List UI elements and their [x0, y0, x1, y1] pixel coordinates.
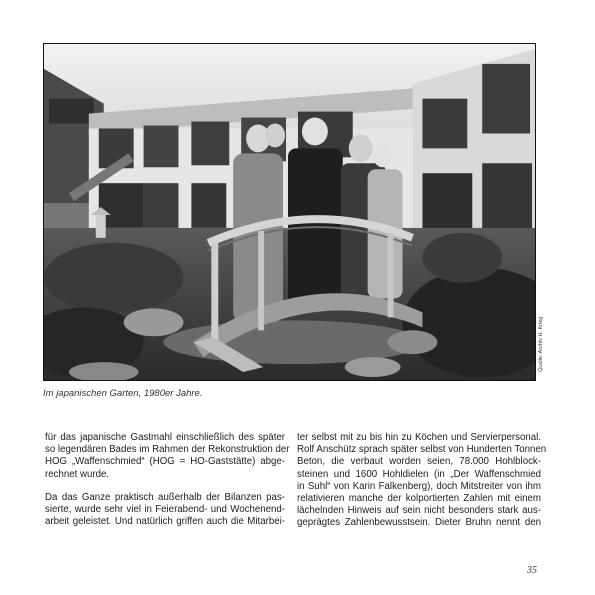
text-line: Rolf Anschütz sprach später selbst von Hunderten Tonnen	[297, 444, 547, 456]
right-column	[297, 432, 547, 530]
text-line: so legendären Bades im Rahmen der Rekonstruktion der	[45, 444, 290, 456]
text-line: ter selbst mit zu bis hin zu Köchen und Servierpersonal.	[297, 432, 541, 443]
text-line: rechnet wurde.	[45, 468, 110, 480]
text-line: geprägtes Zahlenbewusstsein. Dieter Bruhn nennt den	[297, 517, 541, 529]
garden-photo	[43, 43, 536, 381]
left-column	[45, 432, 290, 528]
text-line: Beton, die verbaut worden seien, 78.000 Hohlblock-	[297, 456, 541, 468]
text-line: steinen und 1600 Hohldielen (in „Der Waffenschmied	[297, 468, 541, 480]
page-number: 35	[527, 565, 537, 576]
text-line: HOG „Waffenschmied“ (HOG = HO-Gaststätte) abge-	[45, 456, 285, 468]
photo-credit: Quelle: Archiv H. Krieg	[538, 316, 544, 372]
text-line: lächelnden Hinweis auf sein nicht besonders stark aus-	[297, 505, 541, 517]
photo-caption: Im japanischen Garten, 1980er Jahre.	[43, 388, 203, 399]
garden-photo-image	[44, 44, 535, 380]
text-line: sierte, wurde sehr viel in Feierabend- und Wochenend-	[45, 503, 285, 515]
text-line: relativieren manche der kolportierten Zahlen mit einem	[297, 492, 541, 504]
text-line: Da das Ganze praktisch außerhalb der Bilanzen pas-	[45, 491, 285, 503]
text-line: arbeit geleistet. Und natürlich griffen auch die Mitarbei-	[45, 516, 285, 528]
text-line: in Suhl“ von Karin Falkenberg), doch Mitstreiter von ihm	[297, 480, 541, 492]
text-line: für das japanische Gastmahl einschließlich des später	[45, 432, 285, 443]
